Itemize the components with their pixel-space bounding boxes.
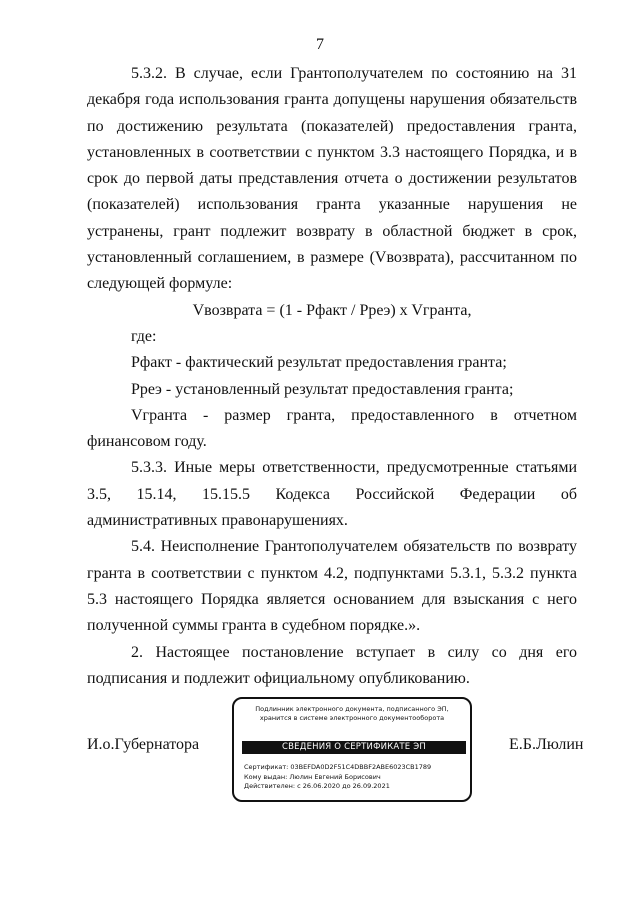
formula-where: где: [131,327,157,345]
definition-vgranta: Vгранта - размер гранта, предоставленного в отчетном финансовом году. [87,406,577,451]
stamp-header-line-1: Подлинник электронного документа, подписанного ЭП, [255,705,449,713]
digital-signature-stamp [232,697,472,802]
signatory-position: И.о.Губернатора [87,736,200,753]
page-number: 7 [316,36,324,53]
paragraph-2: 2. Настоящее постановление вступает в силу со дня его подписания и подлежит официальному опубликованию. [87,643,577,687]
stamp-issued-to: Кому выдан: Люлин Евгений Борисович [244,772,381,781]
stamp-certificate: Сертификат: 03BEFDA0D2F51C4DBBF2ABE6023CB1789 [244,763,432,771]
stamp-header [234,705,470,723]
definition-prez: Рреэ - установленный результат предоставления гранта; [131,380,514,398]
stamp-header-line-2: хранится в системе электронного документооборота [259,714,445,722]
stamp-title-bar: СВЕДЕНИЯ О СЕРТИФИКАТЕ ЭП [242,741,466,754]
paragraph-5-3-2: 5.3.2. В случае, если Грантополучателем по состоянию на 31 декабря года использования гранта допущены нарушения обязательств по достижению результата (показателей) предоставления гранта, установленных в соответствии с пунктом 3.3 настоящего Порядка, и в срок до первой даты представления отчета о достижении результатов (показателей) использования гранта указанные нарушения не устранены, грант подлежит возврату в областной бюджет в срок, установленный соглашением, в размере (Vвозврата), рассчитанном по следующей формуле: [87,65,577,293]
signatory-name: Е.Б.Люлин [509,736,584,753]
stamp-validity: Действителен: с 26.06.2020 до 26.09.2021 [244,782,390,790]
formula: Vвозврата = (1 - Рфакт / Рреэ) x Vгранта, [192,301,472,319]
document-body [87,61,577,692]
paragraph-5-3-3: 5.3.3. Иные меры ответственности, предусмотренные статьями 3.5, 15.14, 15.15.5 Кодекса Российской Федерации об административных правонарушениях. [87,459,577,530]
stamp-details [244,763,466,792]
paragraph-5-4: 5.4. Неисполнение Грантополучателем обязательств по возврату гранта в соответствии с пунктом 4.2, подпунктами 5.3.1, 5.3.2 пункта 5.3 настоящего Порядка является основанием для взыскания с него полученной суммы гранта в судебном порядке.». [87,538,577,635]
definition-pfact: Рфакт - фактический результат предоставления гранта; [131,354,507,372]
